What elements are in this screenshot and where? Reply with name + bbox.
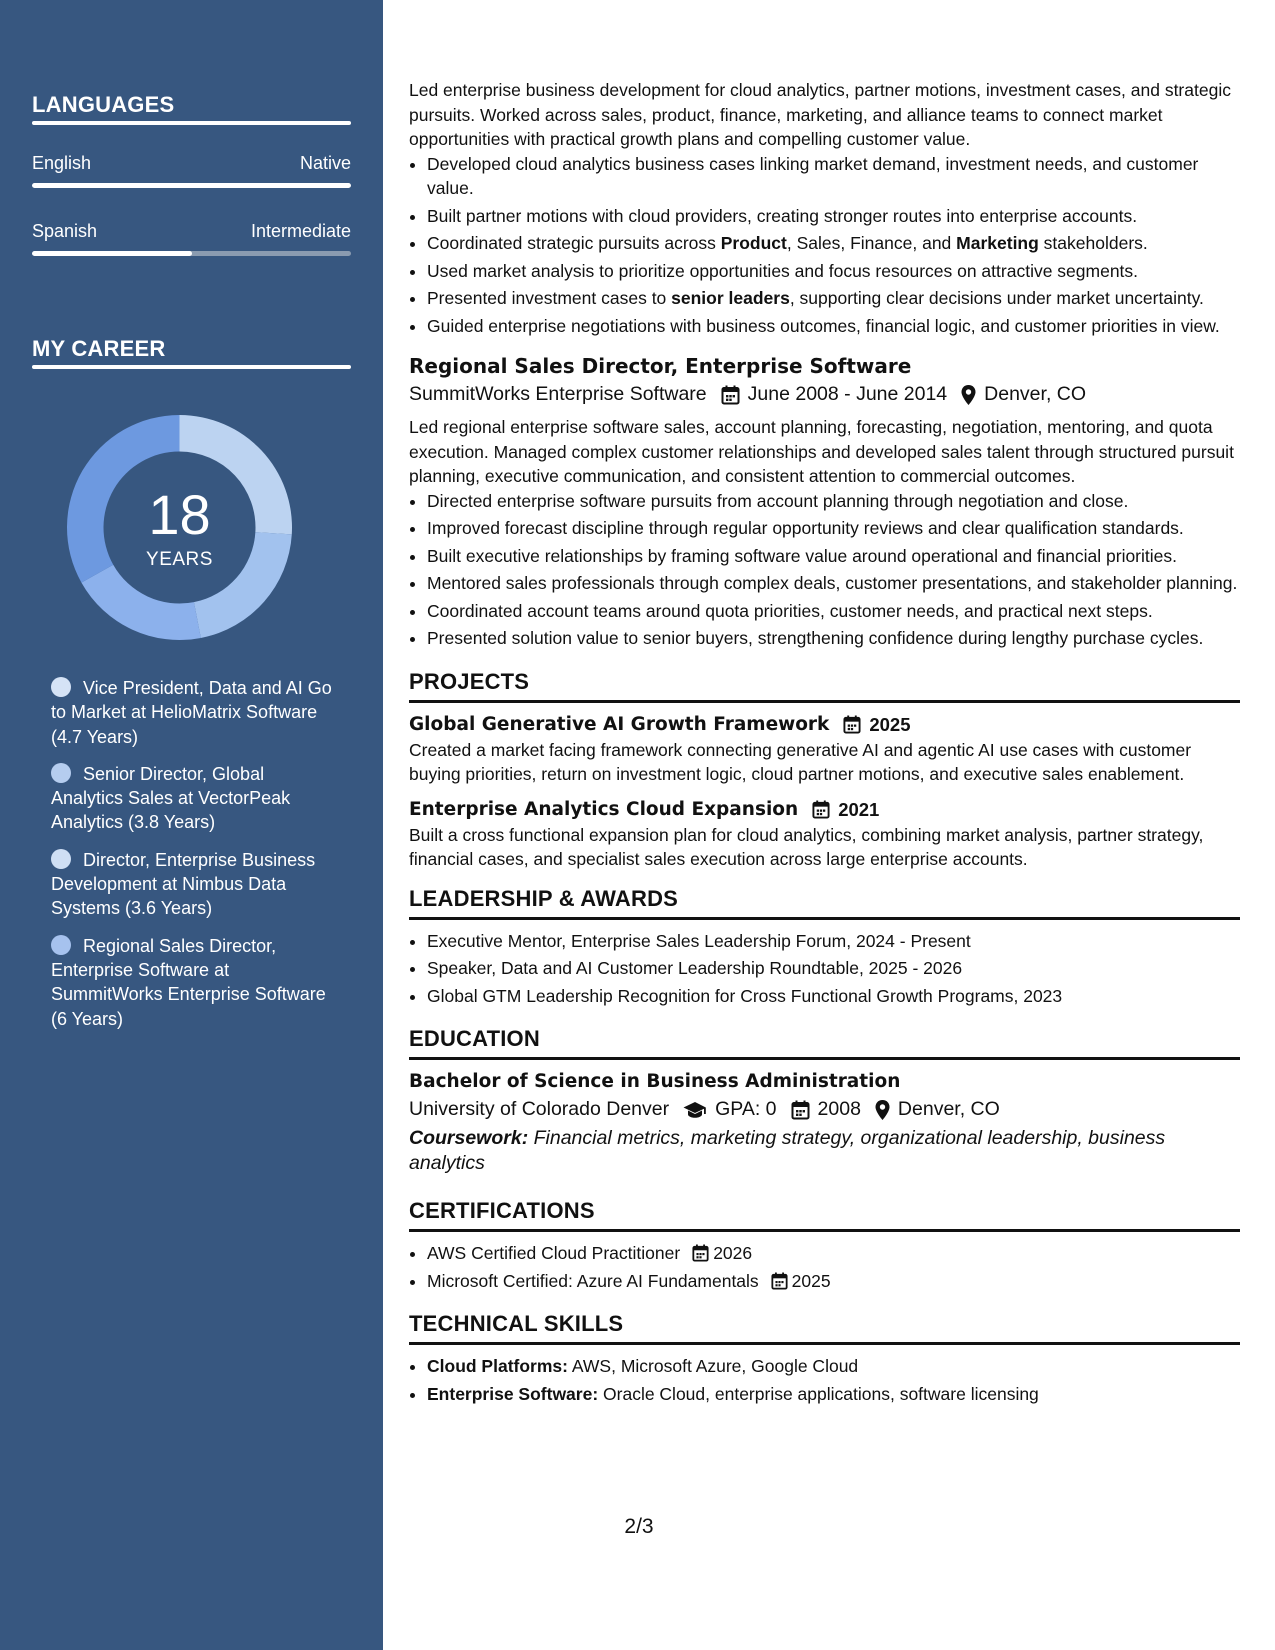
map-pin-icon — [875, 1100, 890, 1120]
leadership-section — [409, 886, 1240, 1009]
job-title: Regional Sales Director, Enterprise Software — [409, 354, 912, 378]
leadership-item: • Global GTM Leadership Recognition for Cross Functional Growth Programs, 2023 — [427, 984, 1240, 1009]
skill-item: • Enterprise Software: Oracle Cloud, enterprise applications, software licensing — [427, 1382, 1240, 1407]
language-level: Intermediate — [250, 221, 351, 241]
language-name: English — [32, 153, 92, 173]
language-level: Native — [299, 153, 351, 173]
project-description: Built a cross functional expansion plan for cloud analytics, combining market analysis, partner strategy, financial cases, and specialist sales execution across large enterprise accounts. — [409, 824, 1204, 869]
section-heading: CERTIFICATIONS — [409, 1198, 1240, 1232]
project-item — [409, 712, 1240, 787]
bullet: • Guided enterprise negotiations with business outcomes, financial logic, and customer priorities in view. — [427, 314, 1240, 339]
sidebar — [0, 0, 383, 1650]
career-item — [51, 676, 336, 749]
career-item-text: Director, Enterprise Business Development at Nimbus Data Systems (3.6 Years) — [51, 849, 316, 919]
bullet: • Directed enterprise software pursuits from account planning through negotiation and close. — [427, 489, 1240, 514]
project-year: 2025 — [869, 713, 911, 735]
coursework: Coursework: Financial metrics, marketing strategy, organizational leadership, business analytics — [409, 1127, 1166, 1174]
language-bar-spanish — [32, 251, 351, 256]
language-bar-english — [32, 183, 351, 188]
certification-name: • Microsoft Certified: Azure AI Fundamentals — [427, 1270, 759, 1291]
calendar-icon — [843, 715, 861, 734]
job-summary: Led regional enterprise software sales, account planning, forecasting, negotiation, mentoring, and quota execution. Managed complex customer relationships and developed sales talent through structured pursuit planning, executive communication, and consistent attention to commercial outcomes. — [409, 417, 1234, 486]
skills-list — [409, 1354, 1240, 1406]
bullet: • Used market analysis to prioritize opportunities and focus resources on attractive segments. — [427, 259, 1240, 284]
languages-heading: LANGUAGES — [32, 92, 175, 117]
certification-name: • AWS Certified Cloud Practitioner — [427, 1243, 681, 1263]
bullet: • Developed cloud analytics business cases linking market demand, investment needs, and customer value. — [427, 152, 1240, 201]
career-item-text: Vice President, Data and AI Go to Market at HelioMatrix Software (4.7 Years) — [51, 678, 332, 747]
career-item — [51, 934, 336, 1031]
certifications-section — [409, 1198, 1240, 1293]
section-heading: LEADERSHIP & AWARDS — [409, 886, 1240, 920]
bullet: • Coordinated strategic pursuits across Product, Sales, Finance, and Marketing stakeholders. — [427, 231, 1240, 256]
job-location: Denver, CO — [984, 383, 1087, 405]
language-bar-fill — [32, 251, 192, 256]
legend-dot — [51, 763, 71, 783]
certification-year: 2026 — [713, 1243, 753, 1263]
certification-item — [427, 1269, 1240, 1294]
school-name: University of Colorado Denver — [409, 1098, 670, 1120]
project-year: 2021 — [838, 798, 880, 820]
language-row-english — [32, 152, 351, 174]
certification-list — [409, 1241, 1240, 1293]
job-bullets — [409, 489, 1240, 651]
graduation-year: 2008 — [817, 1098, 861, 1120]
project-item — [409, 797, 1240, 872]
career-years-number: 18 — [148, 483, 211, 546]
calendar-icon — [692, 1244, 709, 1262]
career-item — [51, 762, 336, 835]
calendar-icon — [812, 800, 830, 819]
project-title: Global Generative AI Growth Framework — [409, 713, 830, 735]
bullet: • Mentored sales professionals through complex deals, customer presentations, and stakeholder planning. — [427, 571, 1240, 596]
skill-item: • Cloud Platforms: AWS, Microsoft Azure, Google Cloud — [427, 1354, 1240, 1379]
bullet: • Built executive relationships by framing software value around operational and financial priorities. — [427, 544, 1240, 569]
calendar-icon — [791, 1100, 810, 1120]
certification-year: 2025 — [791, 1270, 831, 1291]
legend-dot — [51, 849, 71, 869]
education-meta — [409, 1095, 1240, 1124]
bullet: • Built partner motions with cloud providers, creating stronger routes into enterprise accounts. — [427, 204, 1240, 229]
section-heading: TECHNICAL SKILLS — [409, 1311, 1240, 1345]
gpa: GPA: 0 — [715, 1098, 777, 1120]
bullet: • Presented investment cases to senior leaders, supporting clear decisions under market uncertainty. — [427, 286, 1240, 311]
education-section — [409, 1026, 1240, 1176]
job-summary: Led enterprise business development for cloud analytics, partner motions, investment cases, and strategic pursuits. Worked across sales, product, finance, marketing, and alliance teams to connect market opportunities with practical growth plans and compelling customer value. — [409, 80, 1231, 149]
projects-section — [409, 669, 1240, 872]
map-pin-icon — [961, 385, 976, 405]
graduation-cap-icon — [683, 1101, 707, 1119]
certification-item — [427, 1241, 1240, 1266]
section-heading: EDUCATION — [409, 1026, 1240, 1060]
leadership-item: • Executive Mentor, Enterprise Sales Leadership Forum, 2024 - Present — [427, 929, 1240, 954]
degree-title: Bachelor of Science in Business Administration — [409, 1071, 901, 1092]
bullet: • Improved forecast discipline through regular opportunity reviews and clear qualification standards. — [427, 516, 1240, 541]
career-heading: MY CAREER — [32, 336, 166, 361]
bullet: • Presented solution value to senior buyers, strengthening confidence during lengthy purchase cycles. — [427, 626, 1240, 651]
language-bar-fill — [32, 183, 351, 188]
career-item — [51, 848, 336, 921]
bullet: • Coordinated account teams around quota priorities, customer needs, and practical next steps. — [427, 599, 1240, 624]
career-heading-rule — [32, 365, 351, 369]
leadership-list — [409, 929, 1240, 1009]
donut-segment-2 — [194, 532, 292, 638]
career-years-label: YEARS — [146, 549, 213, 570]
career-list — [51, 676, 336, 1044]
calendar-icon — [771, 1272, 788, 1290]
language-name: Spanish — [32, 221, 98, 241]
job-bullets — [409, 152, 1240, 339]
school-location: Denver, CO — [897, 1098, 1000, 1120]
leadership-item: • Speaker, Data and AI Customer Leadership Roundtable, 2025 - 2026 — [427, 956, 1240, 981]
career-item-text: Regional Sales Director, Enterprise Software at SummitWorks Enterprise Software (6 Years) — [51, 935, 326, 1029]
calendar-icon — [721, 385, 740, 405]
job-company: SummitWorks Enterprise Software — [409, 383, 707, 405]
page-number: 2/3 — [624, 1515, 654, 1538]
career-item-text: Senior Director, Global Analytics Sales at VectorPeak Analytics (3.8 Years) — [51, 763, 291, 833]
project-description: Created a market facing framework connecting generative AI and agentic AI use cases with customer buying priorities, return on investment logic, cloud partner motions, and executive sales enablement. — [409, 739, 1192, 784]
languages-heading-rule — [32, 121, 351, 125]
language-row-spanish — [32, 220, 351, 242]
section-heading: PROJECTS — [409, 669, 1240, 703]
skills-section — [409, 1311, 1240, 1406]
legend-dot — [51, 935, 71, 955]
project-title: Enterprise Analytics Cloud Expansion — [409, 798, 799, 820]
donut-segment-3 — [81, 565, 200, 640]
job-meta — [409, 380, 1240, 409]
job-dates: June 2008 - June 2014 — [747, 383, 948, 405]
main-content — [409, 78, 1240, 1409]
legend-dot — [51, 677, 71, 697]
